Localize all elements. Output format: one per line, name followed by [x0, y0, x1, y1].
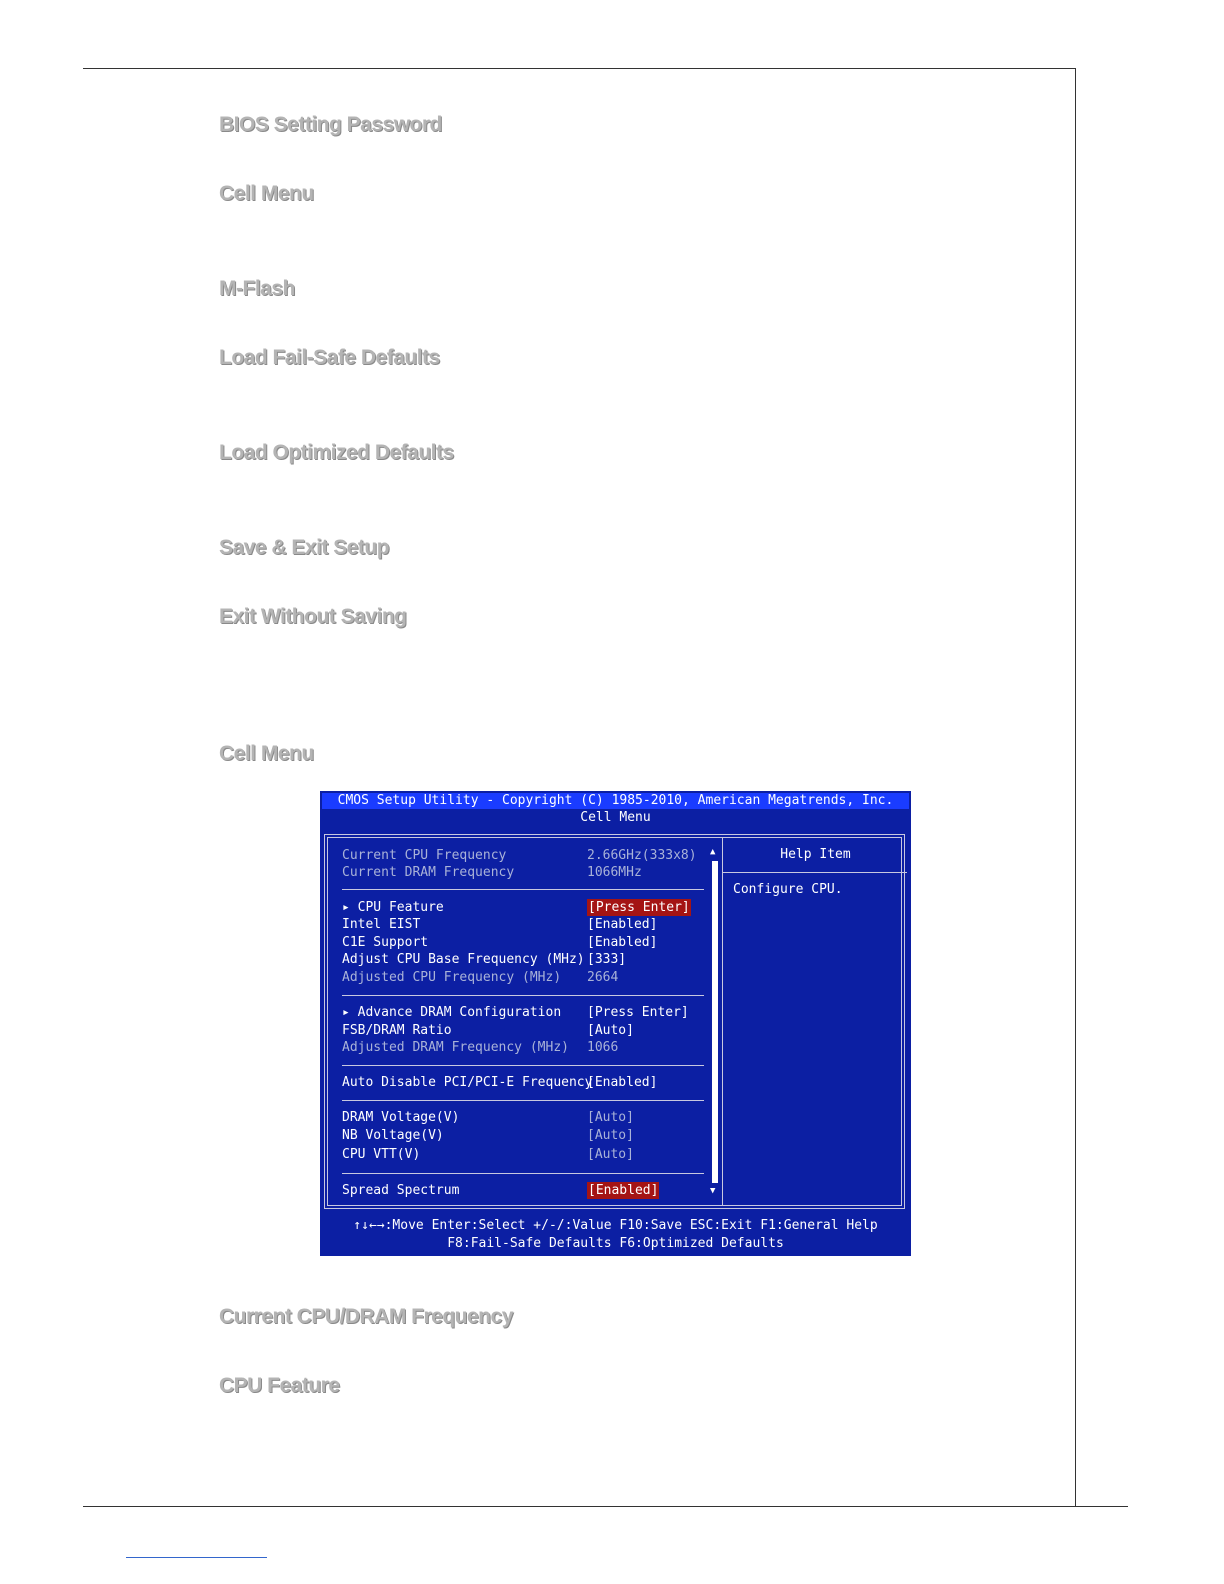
- bios-row-value[interactable]: [Auto]: [587, 1147, 634, 1162]
- heading-cpu-feature: CPU Feature: [219, 1374, 340, 1397]
- bios-row-value: 1066MHz: [587, 865, 642, 880]
- bios-row-value[interactable]: [Enabled]: [587, 935, 658, 950]
- bios-title-bar: CMOS Setup Utility - Copyright (C) 1985-2010, American Megatrends, Inc.: [322, 793, 909, 809]
- bios-row-value: 2.66GHz(333x8): [587, 848, 697, 863]
- bios-separator: [342, 889, 704, 890]
- bios-separator: [342, 1065, 704, 1066]
- bios-row-label: Auto Disable PCI/PCI-E Frequency: [342, 1075, 593, 1090]
- bios-separator: [342, 1100, 704, 1101]
- heading-cell-menu: Cell Menu: [219, 182, 314, 205]
- bottom-rule: [83, 1506, 1128, 1507]
- heading-m-flash: M-Flash: [219, 277, 295, 300]
- heading-current-cpu-dram-frequency: Current CPU/DRAM Frequency: [219, 1305, 513, 1328]
- bios-row-value[interactable]: [Enabled]: [587, 917, 658, 932]
- key-legend-line-1: ↑↓←→:Move Enter:Select +/-/:Value F10:Save ESC:Exit F1:General Help: [353, 1218, 878, 1233]
- bios-row-label: Intel EIST: [342, 917, 421, 932]
- bios-row-value-selected[interactable]: [Press Enter]: [588, 900, 690, 915]
- bios-separator: [342, 1173, 704, 1174]
- heading-load-fail-safe-defaults: Load Fail-Safe Defaults: [219, 346, 440, 369]
- help-item-text: Configure CPU.: [733, 882, 843, 897]
- bios-panel-divider: [722, 837, 723, 1206]
- bios-row-value-selected[interactable]: [Enabled]: [588, 1183, 659, 1198]
- bios-row-value: 2664: [587, 970, 619, 985]
- top-rule: [83, 68, 1076, 69]
- bios-row-label: CPU VTT(V): [342, 1147, 421, 1162]
- bios-row-label: Adjust CPU Base Frequency (MHz): [342, 952, 585, 967]
- bios-row-value: 1066: [587, 1040, 619, 1055]
- bios-row-value[interactable]: [Enabled]: [587, 1075, 658, 1090]
- bios-row-label: NB Voltage(V): [342, 1128, 444, 1143]
- bios-row-label: FSB/DRAM Ratio: [342, 1023, 452, 1038]
- bios-scrollbar[interactable]: [712, 861, 718, 1183]
- bios-row-label: Current CPU Frequency: [342, 848, 507, 863]
- heading-load-optimized-defaults: Load Optimized Defaults: [219, 441, 454, 464]
- bios-row-label: ▸ Advance DRAM Configuration: [342, 1005, 562, 1020]
- bios-row-value[interactable]: [Auto]: [587, 1110, 634, 1125]
- heading-exit-without-saving: Exit Without Saving: [219, 605, 407, 628]
- bios-screenshot: [320, 791, 911, 1256]
- right-margin-rule: [1075, 68, 1076, 1507]
- scroll-down-arrow-icon[interactable]: ▼: [710, 1186, 716, 1196]
- heading-cell-menu-section: Cell Menu: [219, 742, 314, 765]
- help-separator: [723, 872, 907, 873]
- bios-row-label: Adjusted CPU Frequency (MHz): [342, 970, 562, 985]
- bios-row-value[interactable]: [Auto]: [587, 1128, 634, 1143]
- heading-bios-setting-password: BIOS Setting Password: [219, 113, 442, 136]
- bios-row-value[interactable]: [Auto]: [587, 1023, 634, 1038]
- bios-row-label: C1E Support: [342, 935, 429, 950]
- bios-row-label: Current DRAM Frequency: [342, 865, 515, 880]
- bios-row-label: Spread Spectrum: [342, 1183, 460, 1198]
- bios-menu-title: Cell Menu: [580, 810, 651, 825]
- bios-separator: [342, 995, 704, 996]
- scroll-up-arrow-icon[interactable]: ▲: [710, 847, 716, 857]
- key-legend-line-2: F8:Fail-Safe Defaults F6:Optimized Defaults: [447, 1236, 784, 1251]
- bios-row-value[interactable]: [Press Enter]: [587, 1005, 689, 1020]
- help-item-title: Help Item: [780, 847, 851, 862]
- footer-link-underline: [126, 1557, 267, 1558]
- heading-save-exit-setup: Save & Exit Setup: [219, 536, 390, 559]
- bios-row-label: Adjusted DRAM Frequency (MHz): [342, 1040, 569, 1055]
- bios-row-label: ▸ CPU Feature: [342, 900, 444, 915]
- bios-row-label: DRAM Voltage(V): [342, 1110, 460, 1125]
- bios-row-value[interactable]: [333]: [587, 952, 627, 967]
